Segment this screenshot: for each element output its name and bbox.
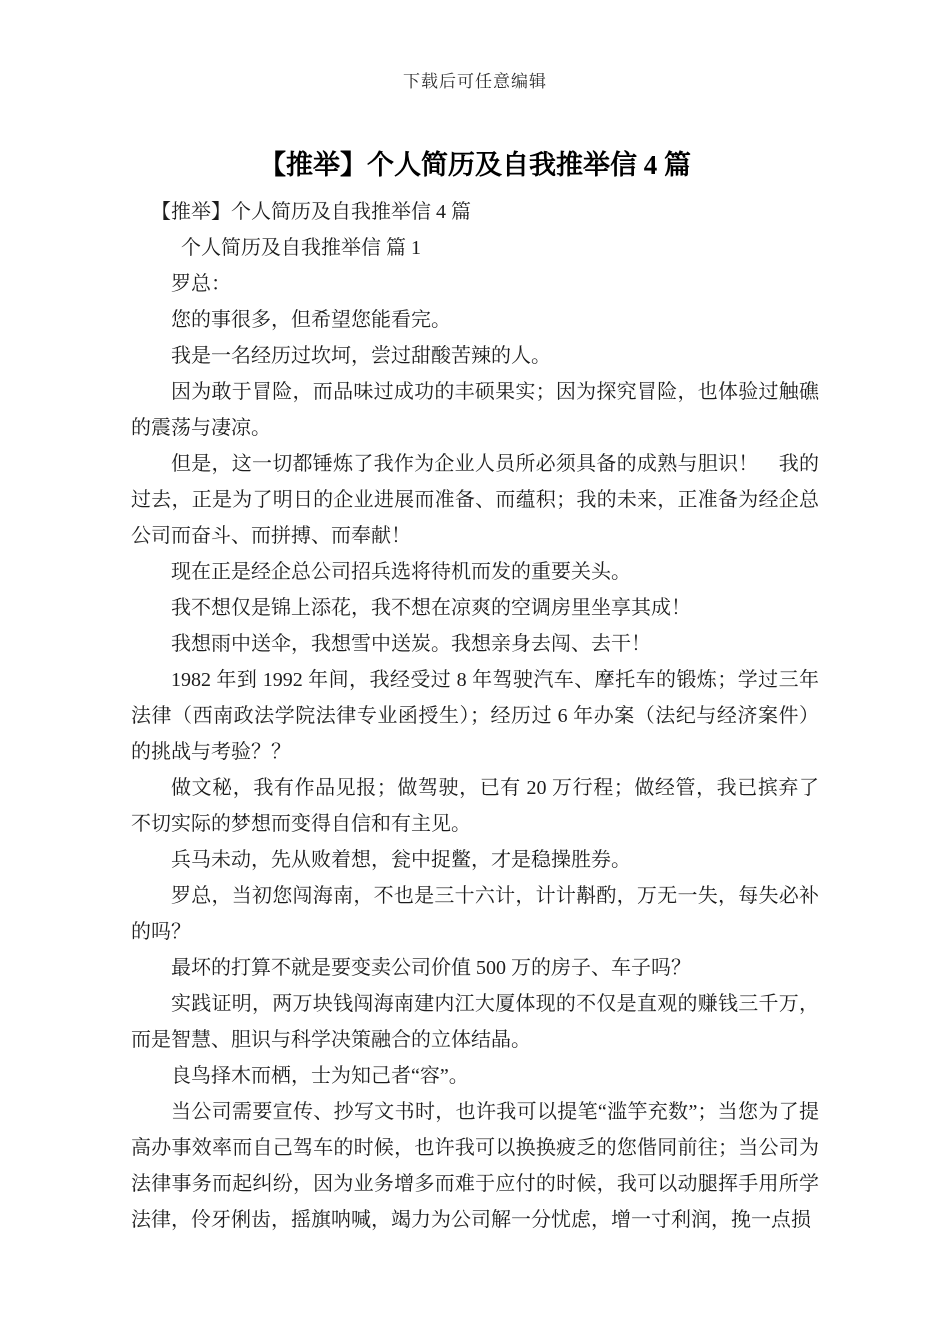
paragraph: 但是，这一切都锤炼了我作为企业人员所必须具备的成熟与胆识！ 我的过去，正是为了明日的企业进展而准备、而蕴积；我的未来，正准备为经企总公司而奋斗、而拼搏、而奉献！ [131,453,819,547]
paragraph: 您的事很多，但希望您能看完。 [171,309,451,331]
paragraph: 我不想仅是锦上添花，我不想在凉爽的空调房里坐享其成！ [171,597,691,619]
paragraph: 罗总，当初您闯海南，不也是三十六计，计计斠酌，万无一失，每失必补的吗？ [131,885,819,943]
paragraph: 做文秘，我有作品见报；做驾驶，已有 20 万行程；做经管，我已摈弃了不切实际的梦想而变得自信和有主见。 [131,777,819,835]
paragraph: 实践证明，两万块钱闯海南建内江大厦体现的不仅是直观的赚钱三千万，而是智慧、胆识与科学决策融合的立体结晶。 [131,993,819,1051]
paragraph: 1982 年到 1992 年间，我经受过 8 年驾驶汽车、摩托车的锻炼；学过三年法律（西南政法学院法律专业函授生）；经历过 6 年办案（法纪与经济案件）的挑战与考验？？ [131,669,819,763]
paragraph: 我想雨中送伞，我想雪中送炭。我想亲身去闯、去干！ [171,633,651,655]
header-note: 下载后可任意编辑 [403,72,547,91]
paragraph: 因为敢于冒险，而品味过成功的丰硕果实；因为探究冒险，也体验过触礁的震荡与凄凉。 [131,381,819,439]
document-title: 【推举】个人简历及自我推举信 4 篇 [259,150,691,180]
paragraph: 最坏的打算不就是要变卖公司价值 500 万的房子、车子吗？ [171,957,691,979]
paragraph-subtitle: 个人简历及自我推举信 篇 1 [181,237,421,259]
paragraph: 兵马未动，先从败着想，瓮中捉鳖，才是稳操胜券。 [171,849,631,871]
paragraph: 当公司需要宣传、抄写文书时，也许我可以提笔“滥竽充数”；当您为了提高办事效率而自己驾车的时候，也许我可以换换疲乏的您偕同前往；当公司为法律事务而起纠纷，因为业务增多而难于应付的时候，我可以动腿挥手用所学法律，伶牙俐齿，摇旗呐喊，竭力为公司解一分忧虑，增一寸利润，挽一点损 [131,1101,819,1231]
paragraph: 现在正是经企总公司招兵选将待机而发的重要关头。 [171,561,631,583]
paragraph-title-repeat: 【推举】个人简历及自我推举信 4 篇 [151,201,471,223]
paragraph: 良鸟择木而栖，士为知己者“容”。 [171,1065,469,1087]
document-body [131,194,819,1238]
paragraph-salutation: 罗总： [171,273,231,295]
paragraph: 我是一名经历过坎坷，尝过甜酸苦辣的人。 [171,345,551,367]
